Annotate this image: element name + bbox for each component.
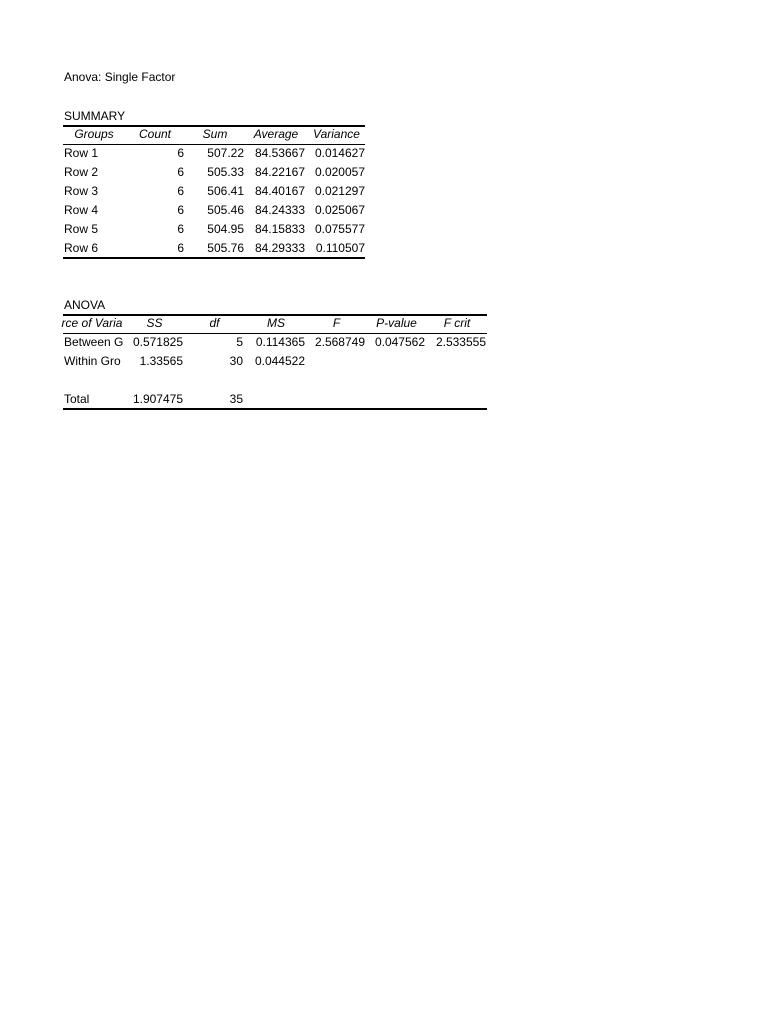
summary-cell-r5c3: 84.29333	[254, 241, 305, 255]
anova-total-c2: 35	[229, 392, 243, 406]
anova-header-6: F crit	[443, 316, 471, 330]
summary-cell-r0c2: 507.22	[207, 146, 244, 160]
summary-cell-r1c1: 6	[177, 165, 184, 179]
anova-cell-r1c2: 30	[229, 354, 243, 368]
summary-cell-r1c2: 505.33	[207, 165, 244, 179]
summary-header-2: Sum	[202, 127, 228, 141]
summary-cell-r0c1: 6	[177, 146, 184, 160]
summary-cell-r5c4: 0.110507	[315, 241, 365, 255]
anova-header-2: df	[209, 316, 220, 330]
anova-label: ANOVA	[64, 298, 106, 312]
anova-cell-r1c3: 0.044522	[254, 354, 305, 368]
summary-top-rule	[63, 125, 365, 127]
anova-total-c0: Total	[64, 392, 90, 406]
summary-cell-r1c4: 0.020057	[314, 165, 365, 179]
summary-cell-r3c4: 0.025067	[314, 203, 365, 217]
summary-label: SUMMARY	[64, 109, 126, 123]
summary-cell-r1c0: Row 2	[64, 165, 99, 179]
summary-cell-r4c4: 0.075577	[314, 222, 365, 236]
anova-header-1: SS	[146, 316, 163, 330]
anova-cell-r0c4: 2.568749	[314, 335, 365, 349]
summary-header-3: Average	[253, 127, 299, 141]
summary-cell-r4c0: Row 5	[64, 222, 99, 236]
anova-header-4: F	[332, 316, 341, 330]
summary-cell-r1c3: 84.22167	[254, 165, 305, 179]
summary-header-rule	[63, 144, 365, 145]
anova-cell-r0c1: 0.571825	[132, 335, 183, 349]
anova-cell-r1c0: Within Gro	[64, 354, 121, 368]
summary-cell-r3c2: 505.46	[207, 203, 244, 217]
anova-cell-r0c0: Between G	[64, 335, 124, 349]
summary-cell-r5c2: 505.76	[207, 241, 244, 255]
anova-header-3: MS	[267, 316, 285, 330]
anova-total-c1: 1.907475	[132, 392, 183, 406]
summary-cell-r3c1: 6	[177, 203, 184, 217]
summary-cell-r5c1: 6	[177, 241, 184, 255]
summary-bottom-rule	[63, 257, 365, 259]
anova-cell-r0c2: 5	[236, 335, 243, 349]
anova-cell-r0c5: 0.047562	[374, 335, 425, 349]
anova-header-0: rce of Varia	[61, 316, 123, 330]
anova-cell-r1c1: 1.33565	[139, 354, 183, 368]
summary-header-0: Groups	[74, 127, 114, 141]
anova-title: Anova: Single Factor	[64, 70, 176, 84]
summary-cell-r2c3: 84.40167	[254, 184, 305, 198]
summary-cell-r2c2: 506.41	[207, 184, 244, 198]
summary-cell-r3c3: 84.24333	[254, 203, 305, 217]
anova-cell-r0c6: 2.533555	[435, 335, 486, 349]
anova-top-rule	[63, 314, 487, 316]
anova-header-5: P-value	[376, 316, 417, 330]
summary-cell-r4c1: 6	[177, 222, 184, 236]
summary-cell-r5c0: Row 6	[64, 241, 99, 255]
summary-header-1: Count	[138, 127, 172, 141]
summary-cell-r3c0: Row 4	[64, 203, 99, 217]
summary-cell-r4c2: 504.95	[207, 222, 244, 236]
anova-header-rule	[63, 333, 487, 334]
summary-header-4: Variance	[313, 127, 360, 141]
summary-cell-r0c0: Row 1	[64, 146, 99, 160]
summary-cell-r0c4: 0.014627	[314, 146, 365, 160]
summary-cell-r2c0: Row 3	[64, 184, 99, 198]
anova-bottom-rule	[63, 408, 487, 410]
summary-cell-r2c4: 0.021297	[314, 184, 365, 198]
summary-cell-r4c3: 84.15833	[254, 222, 305, 236]
anova-cell-r0c3: 0.114365	[255, 335, 305, 349]
summary-cell-r2c1: 6	[177, 184, 184, 198]
summary-cell-r0c3: 84.53667	[254, 146, 305, 160]
